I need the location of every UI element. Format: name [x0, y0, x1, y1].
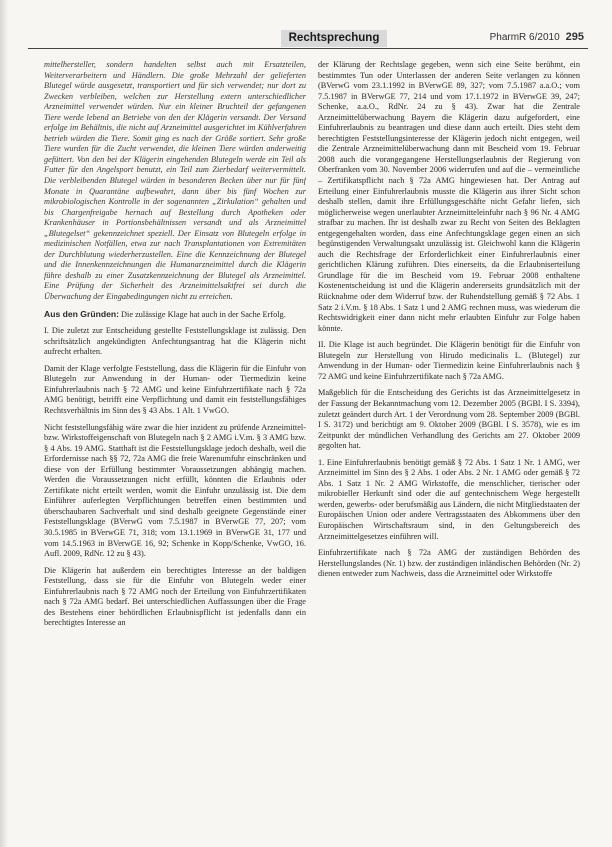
- journal-issue: PharmR 6/2010: [489, 32, 560, 43]
- left-column: [44, 60, 306, 840]
- paragraph-import-permit: 1. Eine Einfuhrerlaubnis benötigt gemäß § 72 Abs. 1 Satz 1 Nr. 1 AMG, wer Arzneimittel im Sinn des § 2 Abs. 1 oder Abs. 2 Nr. 1 AMG oder gemäß § 72 Abs. 1 Satz 1 Nr. 2 AMG Wirkstoffe, die menschlicher, tierischer oder mikrobieller Herkunft sind oder die auf gentechnischem Wege hergestellt werden, gewerbs- oder berufsmäßig aus Ländern, die nicht Mitgliedstaaten der Europäischen Union oder andere Vertragsstaaten des Abkommens über den Europäischen Wirtschaftsraum sind, in den Geltungsbereich des Arzneimittelgesetzes einführen will.: [318, 457, 580, 541]
- reasons-heading: Aus den Gründen:: [44, 308, 119, 319]
- page-number: 295: [565, 31, 584, 43]
- reasons-lead: Die zulässige Klage hat auch in der Sache Erfolg.: [121, 309, 286, 319]
- paragraph-admissibility: I. Die zuletzt zur Entscheidung gestellte Feststellungsklage ist zulässig. Den schriftsätzlich angekündigten Anfechtungsantrag hat die Klägerin nicht aufrecht erhalten.: [44, 326, 306, 357]
- paragraph-import-certificates: Einfuhrzertifikate nach § 72a AMG der zuständigen Behörden des Herstellungslandes (Nr. 1) bzw. der zuständigen inländischen Behörden (Nr. 2) dienen entweder zum Nachweis, dass die Arzneimittel oder Wirkstoffe: [318, 548, 580, 579]
- header-rule: [28, 48, 588, 49]
- paragraph-declaratory-claim: Damit der Klage verfolgte Feststellung, dass die Klägerin für die Einfuhr von Blutegeln zur Anwendung in der Human- oder Tiermedizin keine Einfuhrerlaubnis nach § 72 AMG und keine Einfuhrzertifikate nach § 72a AMG benötigt, betrifft eine Verpflichtung und damit ein feststellungsfähiges Rechtsverhältnis im Sinn des § 43 Abs. 1 Alt. 1 VwGO.: [44, 363, 306, 415]
- paragraph-legitimate-interest: Die Klägerin hat außerdem ein berechtigtes Interesse an der baldigen Feststellung, dass sie für die Einfuhr von Blutegeln weder einer Einfuhrerlaubnis nach § 72 AMG noch der Erteilung von Einfuhrzertifikaten nach § 72a AMG bedarf. Bei unterschiedlichen Auffassungen über die Frage des Bestehens einer behördlichen Erlaubnispflicht ist jedenfalls dann ein berechtigtes Interesse an: [44, 565, 306, 628]
- right-column: [318, 60, 580, 840]
- paragraph-legal-relationship: Nicht feststellungsfähig wäre zwar die hier inzident zu prüfende Arzneimittel- bzw. Wirkstoffeigenschaft von Blutegeln nach § 2 AMG i.V.m. § 3 AMG bzw. § 4 Abs. 19 AMG. Statthaft ist die Feststellungsklage jedoch deshalb, weil die Erfordernisse nach §§ 72, 72a AMG die freie Warenumfuhr einschränken und diese von der Erfüllung bestimmter Voraussetzungen abhängig machen. Werden die Voraussetzungen nicht erfüllt, könnten die Erlaubnis oder Zertifikate nicht erteilt werden, womit die Einfuhr unzulässig ist. Die dem Einführer auferlegten Verpflichtungen betreffen einen bestimmten und überschaubaren Sachverhalt und sind deshalb geeignete Gegenstände einer Feststellungsklage (BVerwG vom 7.5.1987 in BVerwGE 77, 207; vom 30.5.1985 in BVerwGE 71, 318; vom 13.1.1969 in BVerwGE 31, 177 und vom 14.5.1963 in BVerwGE 16, 92; Schenke in Kopp/Schenke, VwGO, 16. Aufl. 2009, RdNr. 12 zu § 43).: [44, 422, 306, 559]
- journal-citation: [490, 31, 584, 43]
- running-header: [28, 30, 598, 56]
- section-label: Rechtsprechung: [281, 30, 387, 47]
- paragraph-applicable-law: Maßgeblich für die Entscheidung des Gerichts ist das Arzneimittelgesetz in der Fassung der Bekanntmachung vom 12. Dezember 2005 (BGBl. I S. 3394), zuletzt geändert durch Art. 1 der Verordnung vom 28. September 2009 (BGBl. I S. 3172) und berichtigt am 9. Oktober 2009 (BGBl. I S. 3578), wie es im Zeitpunkt der mündlichen Verhandlung des Gerichts am 27. Oktober 2009 gegolten hat.: [318, 388, 580, 451]
- binding-shadow: [0, 0, 8, 847]
- reasons-paragraph: [44, 309, 306, 321]
- paragraph-merits: II. Die Klage ist auch begründet. Die Klägerin benötigt für die Einfuhr von Blutegeln zur Herstellung von Hirudo medicinalis L. (Blutegel) zur Anwendung in der Human- oder Tiermedizin keine Einfuhrerlaubnis nach § 72 AMG und keine Einfuhrzertifikate nach § 72a AMG.: [318, 340, 580, 381]
- facts-italic-text: mittelhersteller, sondern handelten selbst auch mit Ersatzteilen, Weiterverarbeitern und Händlern. Die große Mehrzahl der gelieferten Blutegel würde ausgesetzt, transportiert und für sich verwendet; nur dort zu Zwecken verbleiben, welchen zur Herstellung extern unterschiedlicher Arzneimittel verwendet würden. Nur ein kleiner Bruchteil der gefangenen Tiere werde lebend an Betriebe von den der Klägerin versandt. Der Versand erfolge im Behältnis, die nicht auf Arzneimittel ausgerichtet im Kühlverfahren betrieb würden die Tiere. Somit ging es nach der Größe sortiert. Sehr große Tiere wurden für die Zucht verwendet, die kleinen Tiere würden anderweitig gefüttert. Von den bei der Klägerin eingehenden Blutegeln werde ein Teil als Futter für den Angelsport benutzt, ein Teil zum Zierbedarf weitervermittelt. Die verbleibenden Blutegel würden in besonderen Becken über nur für fünf Monate in Quarantäne aufbewahrt, dann über bis fünf Wochen zur mikrobiologischen Kontrolle in der sogenannten „Zirkulation“ gehalten und bis Chargenfreigabe hernach auf Bestellung durch Apotheken oder Krankenhäuser in Portionsbehältnissen versandt und als Arzneimittel „Blutegelset“ gekennzeichnet speziell. Der Einsatz von Blutegeln erfolge in medizinischen Notfällen, etwa zur nach Transplantationen von Extremitäten der Durchblutung wiederherzustellen. Eine die Kennzeichnung der Blutegel und die Innenkennzeichnungen die Humanarzneimittel durch die Klägerin führe deshalb zu einer Zusatzkennzeichnung der Blutegel als Arzneimittel. Eine Prüfung der Sicherheit des Arzneimittelsaktfrei sei durch die Überwachung der Eingabedingungen nicht zu erreichen.: [44, 60, 306, 302]
- paragraph-legal-clarification: der Klärung der Rechtslage gegeben, wenn sich eine Seite berühmt, ein bestimmtes Tun oder Unterlassen der anderen Seite verlangen zu können (BVerwG vom 23.1.1992 in BVerwGE 89, 327; vom 7.5.1987 a.a.O.; vom 7.5.1987 in BVerwGE 77, 214 und vom 17.1.1972 in BVerwGE 39, 247; Schenke, a.a.O., RdNr. 24 zu § 43). Zwar hat die Zentrale Arzneimittelüberwachung Bayern die Klägerin dazu aufgefordert, eine Einfuhrerlaubnis zu beantragen und diese dann auch erteilt. Dies steht dem berechtigten Feststellungsinteresse der Klägerin jedoch nicht entgegen, weil die Zentrale Arzneimittelüberwachung dann mit Bescheid vom 19. Februar 2008 auch die vorangegangene Herstellungserlaubnis der Regierung von Oberfranken vom 30. November 2006 widerrufen und auf die – vermeintliche – Zertifikatspflicht nach § 72a AMG hingewiesen hat. Der Antrag auf Erteilung einer Einfuhrerlaubnis musste die Klägerin aus ihrer Sicht schon deshalb stellen, damit ihre Erfüllungsgeschäfte nicht Gefahr liefen, sich möglicherweise wegen unerlaubter Arzneimitteleinfuhr nach § 96 Nr. 4 AMG strafbar zu machen. Ihr ist deshalb zwar zu Recht von Seiten des Beklagten entgegengehalten worden, dass eine Anfechtungsklage gegen einen an sich begünstigenden Verwaltungsakt unzulässig ist. Gleichwohl kann die Klägerin auch die Rechtsfrage der Erforderlichkeit einer Einfuhrerlaubnis einer gerichtlichen Klärung zuführen. Dies einerseits, da die Erlaubniserteilung Grundlage für die im Bescheid vom 19. Februar 2008 enthaltene Kostenentscheidung ist und die Klägerin andererseits grundsätzlich mit der Rücknahme oder dem Widerruf bzw. der Ruhendstellung gemäß § 72 Abs. 1 Satz 2 i.V.m. § 18 Abs. 1 Satz 1 und 2 AMG rechnen muss, was wiederum die Rechtswidrigkeit einer dann nicht mehr erlaubten Einfuhr zur Folge haben könnte.: [318, 60, 580, 333]
